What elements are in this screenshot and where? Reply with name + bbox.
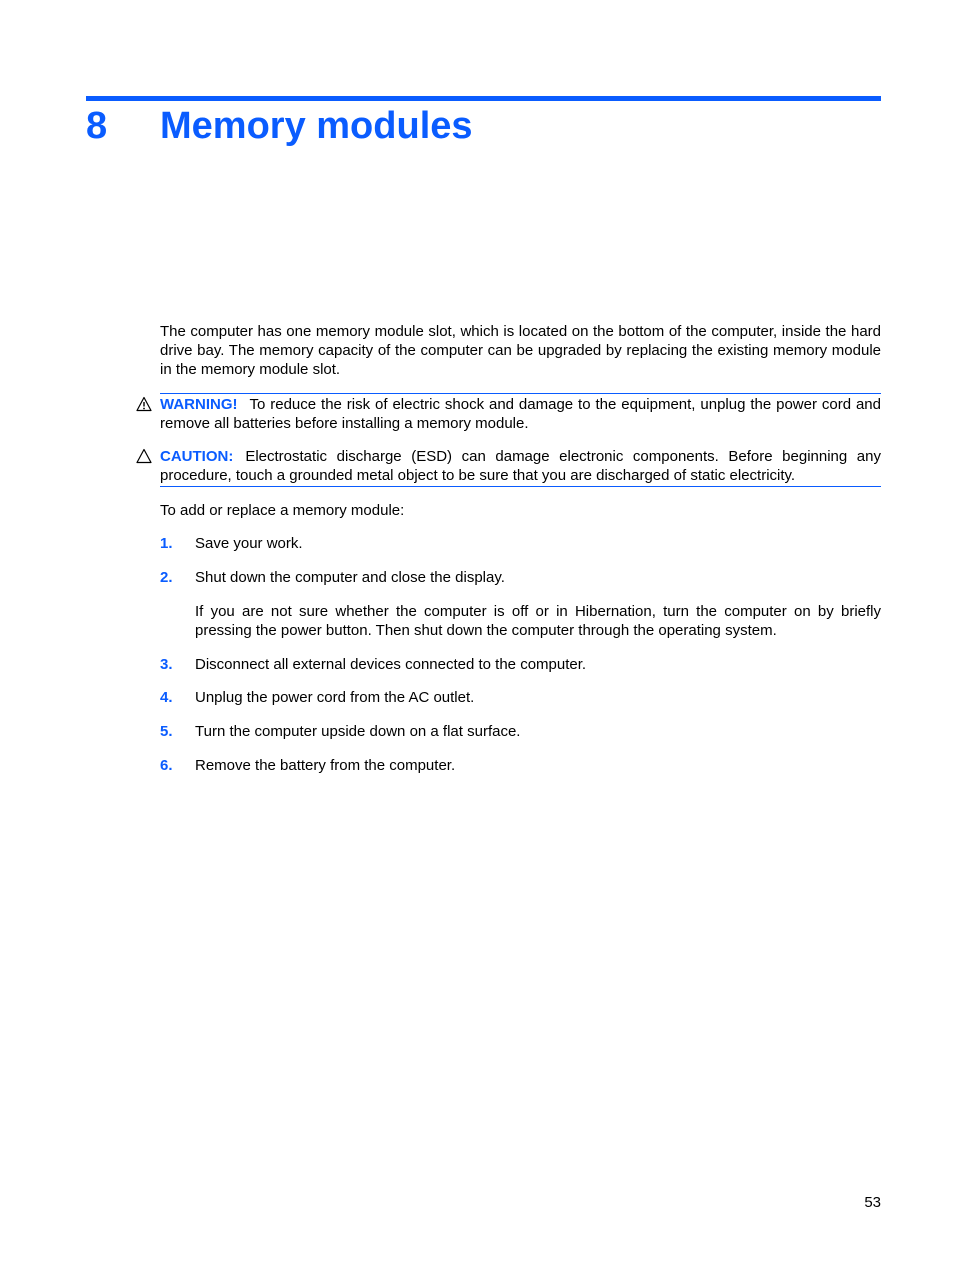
caution-label: CAUTION: [160,448,234,465]
step-number: 1. [160,535,173,552]
chapter-number: 8 [86,105,108,147]
step-number: 2. [160,569,173,586]
step-2-note: If you are not sure whether the computer is off or in Hibernation, turn the computer on by briefly pressing the power button. Then shut down the computer through the operating system. [195,603,881,639]
caution-notice [160,447,881,485]
warning-notice [160,395,881,433]
notice-bottom-rule [160,486,881,487]
step-text: Save your work. [195,535,303,552]
chapter-rule [86,96,881,101]
notice-top-rule [160,393,881,394]
step-number: 4. [160,689,173,706]
step-text: Disconnect all external devices connected to the computer. [195,656,587,673]
step-number: 6. [160,757,173,774]
warning-label: WARNING! [160,396,238,413]
intro-paragraph: The computer has one memory module slot, which is located on the bottom of the computer, inside the hard drive bay. The memory capacity of the computer can be upgraded by replacing the existing memory module in the memory module slot. [160,323,881,378]
step-text: Remove the battery from the computer. [195,757,456,774]
caution-triangle-icon [136,448,152,464]
warning-triangle-icon [136,396,152,412]
page-number: 53 [864,1194,881,1211]
chapter-title: Memory modules [160,105,473,147]
step-number: 3. [160,656,173,673]
step-text: Shut down the computer and close the display. [195,569,505,586]
caution-text: Electrostatic discharge (ESD) can damage electronic components. Before beginning any procedure, touch a grounded metal object to be sure that you are discharged of static electricity. [160,448,881,484]
step-number: 5. [160,723,173,740]
step-text: Turn the computer upside down on a flat surface. [195,723,521,740]
warning-text: To reduce the risk of electric shock and damage to the equipment, unplug the power cord and remove all batteries before installing a memory module. [160,396,881,432]
step-text: Unplug the power cord from the AC outlet. [195,689,475,706]
steps-intro: To add or replace a memory module: [160,502,405,519]
